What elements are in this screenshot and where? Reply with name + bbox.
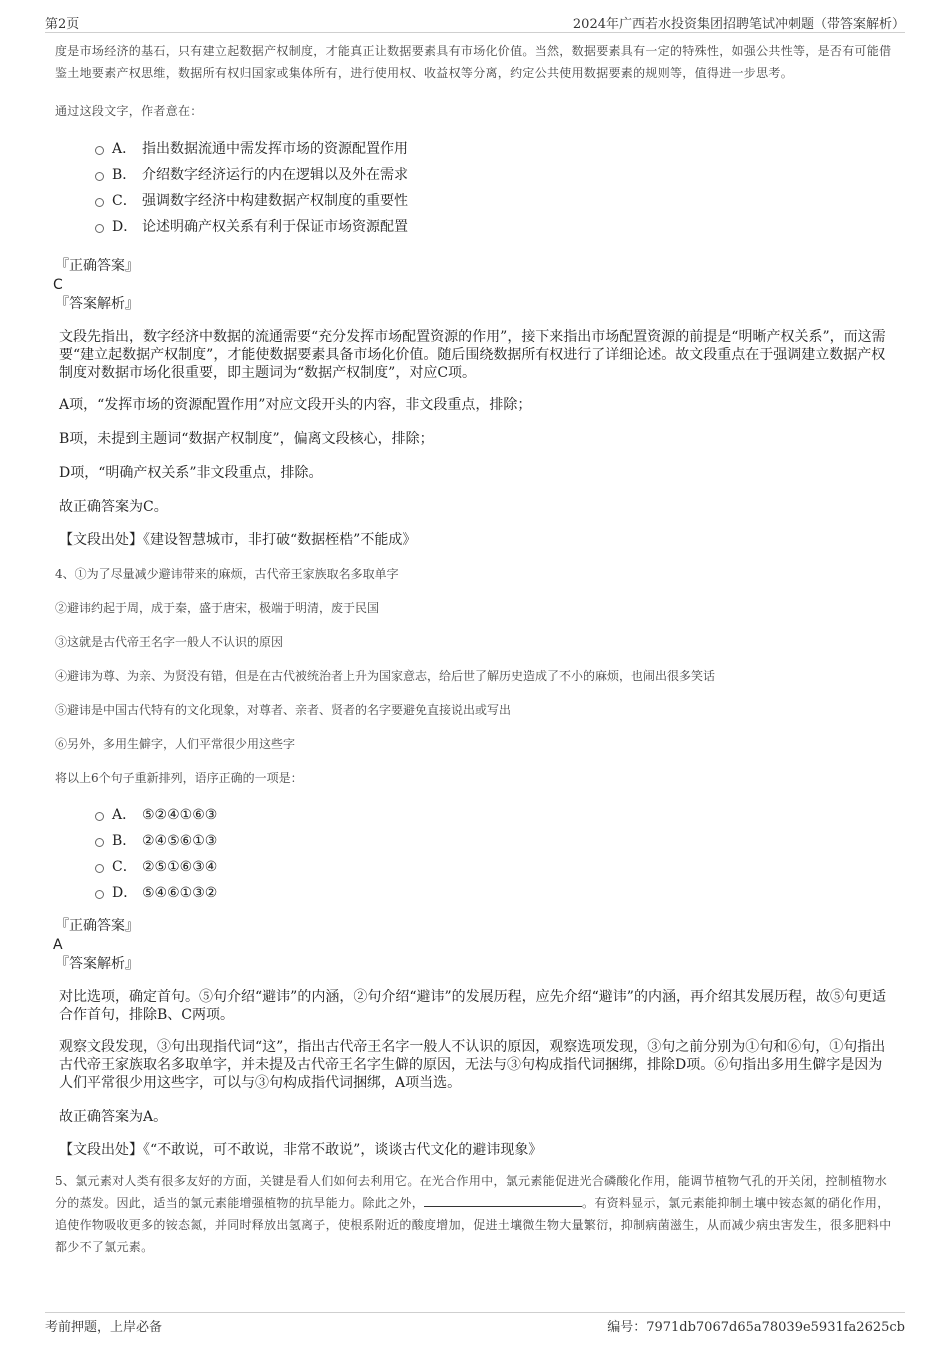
document-code: 编号：7971db7067d65a78039e5931fa2625cb [607, 1320, 905, 1335]
q4-sentence-1: 4、①为了尽量减少避讳带来的麻烦，古代帝王家族取名多取单字 [55, 567, 399, 581]
q3-answer: C [53, 277, 63, 293]
page-footer [45, 1312, 905, 1333]
q4-answer: A [53, 937, 63, 953]
q3-prompt: 通过这段文字，作者意在： [55, 104, 203, 118]
radio-icon[interactable] [95, 864, 104, 873]
q4-explanation-3: 故正确答案为A。 [59, 1109, 168, 1125]
q4-sentences [55, 564, 895, 802]
q3-option-a[interactable]: A． 指出数据流通中需发挥市场的资源配置作用 [95, 136, 895, 162]
q3-answer-label: 『正确答案』 [55, 258, 139, 274]
q4-option-b[interactable]: B． ②④⑤⑥①③ [95, 828, 895, 854]
q3-source: 【文段出处】《建设智慧城市，非打破“数据桎梏”不能成》 [59, 532, 417, 548]
radio-icon[interactable] [95, 224, 104, 233]
radio-icon[interactable] [95, 172, 104, 181]
q3-passage: 度是市场经济的基石，只有建立起数据产权制度，才能真正让数据要素具有市场化价值。当然，数据要素具有一定的特殊性，如强公共性等，是否有可能借鉴土地要素产权思维，数据所有权归国家或集体所有，进行使用权、收益权等分离，约定公共使用数据要素的规则等，值得进一步思考。 [55, 44, 892, 80]
q4-sentence-6: ⑥另外，多用生僻字，人们平常很少用这些字 [55, 737, 296, 751]
q3-explanation-4: D项，“明确产权关系”非文段重点，排除。 [59, 465, 323, 481]
footer-slogan: 考前押题，上岸必备 [45, 1320, 163, 1335]
q5-text: 5、氯元素对人类有很多友好的方面，关键是看人们如何去利用它。在光合作用中，氯元素能促进光合磷酸化作用，能调节植物气孔的开关闭，控制植物水分的蒸发。因此，适当的氯元素能增强植物的抗旱能力。除此之外， 。有资料显示，氯元素能抑制土壤中铵态氮的硝化作用，追使作物吸收更多的铵态氮，并同时释放出氢离子，使根系附近的酸度增加，促进土壤微生物大量繁衍，抑制病菌滋生，从而减少病虫害发生，很多肥料中都少不了氯元素。 [55, 1174, 892, 1254]
document-title: 2024年广西若水投资集团招聘笔试冲刺题（带答案解析） [572, 17, 905, 32]
q3-options [95, 136, 895, 240]
radio-icon[interactable] [95, 838, 104, 847]
q4-source: 【文段出处】《“不敢说，可不敢说，非常不敢说”，谈谈古代文化的避讳现象》 [59, 1142, 543, 1158]
radio-icon[interactable] [95, 812, 104, 821]
q4-option-a[interactable]: A． ⑤②④①⑥③ [95, 802, 895, 828]
q4-option-d[interactable]: D． ⑤④⑥①③② [95, 880, 895, 906]
radio-icon[interactable] [95, 890, 104, 899]
q3-explanation-5: 故正确答案为C。 [59, 499, 168, 515]
q3-explanation-3: B项，未提到主题词“数据产权制度”，偏离文段核心，排除； [59, 431, 434, 447]
q4-sentence-2: ②避讳约起于周，成于秦，盛于唐宋，极端于明清，废于民国 [55, 601, 380, 615]
q3-option-b[interactable]: B． 介绍数字经济运行的内在逻辑以及外在需求 [95, 162, 895, 188]
q4-sentence-3: ③这就是古代帝王名字一般人不认识的原因 [55, 635, 284, 649]
fill-in-blank[interactable] [424, 1194, 582, 1207]
q3-analysis-label: 『答案解析』 [55, 296, 139, 312]
page-content [55, 40, 895, 1258]
q4-sentence-5: ⑤避讳是中国古代特有的文化现象，对尊者、亲者、贤者的名字要避免直接说出或写出 [55, 703, 512, 717]
q4-explanation-2: 观察文段发现，③句出现指代词“这”，指出古代帝王名字一般人不认识的原因，观察选项发现，③句之前分别为①句和⑥句，①句指出古代帝王家族取名多取单字，并未提及古代帝王名字生僻的原因，无法与③句构成指代词捆绑，排除D项。⑥句指出多用生僻字是因为人们平常很少用这些字，可以与③句构成指代词捆绑，A项当选。 [59, 1039, 886, 1091]
radio-icon[interactable] [95, 146, 104, 155]
q3-option-c[interactable]: C． 强调数字经济中构建数据产权制度的重要性 [95, 188, 895, 214]
q4-explanation-1: 对比选项，确定首句。⑤句介绍“避讳”的内涵，②句介绍“避讳”的发展历程，应先介绍“避讳”的内涵，再介绍其发展历程，故⑤句更适合作首句，排除B、C两项。 [59, 989, 886, 1023]
q4-options [95, 802, 895, 906]
q4-analysis-label: 『答案解析』 [55, 956, 139, 972]
page-number: 第2页 [45, 17, 80, 32]
q4-answer-label: 『正确答案』 [55, 918, 139, 934]
page-header [45, 10, 905, 33]
radio-icon[interactable] [95, 198, 104, 207]
q4-prompt: 将以上6个句子重新排列，语序正确的一项是： [55, 771, 303, 785]
q3-explanation-1: 文段先指出，数字经济中数据的流通需要“充分发挥市场配置资源的作用”，接下来指出市场配置资源的前提是“明晰产权关系”，而这需要“建立起数据产权制度”，才能使数据要素具备市场化价值。随后围绕数据所有权进行了详细论述。故文段重点在于强调建立数据产权制度对数据市场化很重要，即主题词为“数据产权制度”，对应C项。 [59, 329, 886, 381]
q4-sentence-4: ④避讳为尊、为亲、为贤没有错，但是在古代被统治者上升为国家意志，给后世了解历史造成了不小的麻烦，也闹出很多笑话 [55, 669, 716, 683]
q3-option-d[interactable]: D． 论述明确产权关系有利于保证市场资源配置 [95, 214, 895, 240]
q3-explanation-2: A项，“发挥市场的资源配置作用”对应文段开头的内容，非文段重点，排除； [59, 397, 532, 413]
q4-option-c[interactable]: C． ②⑤①⑥③④ [95, 854, 895, 880]
